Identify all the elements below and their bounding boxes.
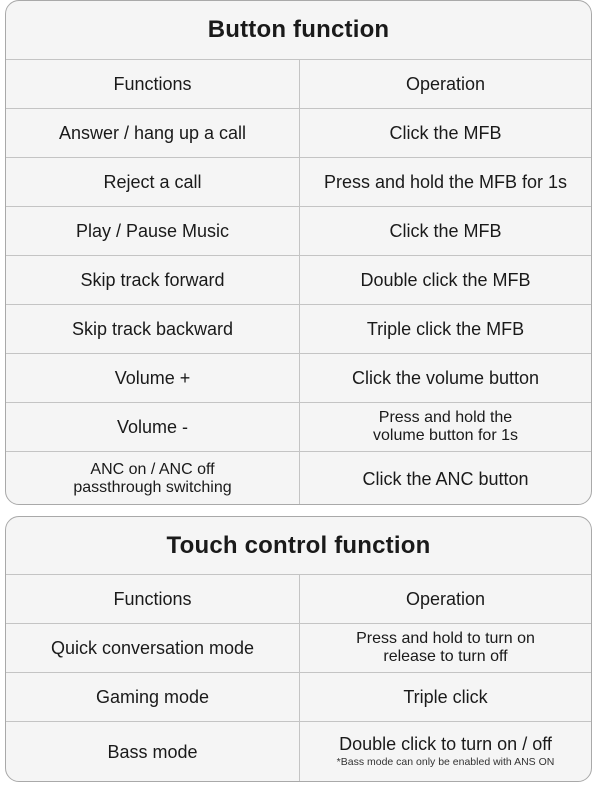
function-cell bbox=[6, 452, 300, 505]
function-line: ANC on / ANC off bbox=[90, 461, 215, 478]
function-cell: Volume - bbox=[6, 403, 300, 451]
operation-cell bbox=[300, 403, 591, 451]
function-cell: Play / Pause Music bbox=[6, 207, 300, 255]
function-cell: Skip track forward bbox=[6, 256, 300, 304]
table-row bbox=[6, 673, 591, 722]
table-row bbox=[6, 452, 591, 505]
operation-cell: Triple click the MFB bbox=[366, 319, 525, 339]
button-function-title: Button function bbox=[6, 1, 591, 60]
functions-header: Functions bbox=[6, 575, 300, 623]
table-row bbox=[6, 207, 591, 256]
functions-header: Functions bbox=[6, 60, 300, 108]
function-cell: Volume + bbox=[6, 354, 300, 402]
function-cell: Reject a call bbox=[6, 158, 300, 206]
operation-cell: Click the MFB bbox=[389, 123, 502, 143]
function-line: passthrough switching bbox=[73, 479, 232, 496]
table-header-row bbox=[6, 575, 591, 624]
operation-header: Operation bbox=[405, 589, 486, 609]
operation-line: Press and hold the bbox=[378, 409, 513, 426]
table-header-row bbox=[6, 60, 591, 109]
table-row bbox=[6, 722, 591, 781]
function-cell: Gaming mode bbox=[6, 673, 300, 721]
function-cell: Answer / hang up a call bbox=[6, 109, 300, 157]
operation-cell bbox=[300, 624, 591, 672]
operation-line: Press and hold to turn on bbox=[356, 630, 535, 647]
table-row bbox=[6, 256, 591, 305]
operation-cell: Press and hold the MFB for 1s bbox=[323, 172, 568, 192]
operation-line: Double click to turn on / off bbox=[339, 734, 552, 754]
table-row bbox=[6, 158, 591, 207]
table-row bbox=[6, 403, 591, 452]
table-row bbox=[6, 624, 591, 673]
operation-header: Operation bbox=[405, 74, 486, 94]
table-row bbox=[6, 354, 591, 403]
function-cell: Quick conversation mode bbox=[6, 624, 300, 672]
function-cell: Bass mode bbox=[6, 722, 300, 781]
operation-cell bbox=[300, 722, 591, 781]
table-row bbox=[6, 305, 591, 354]
operation-cell: Triple click bbox=[403, 687, 488, 707]
operation-line: release to turn off bbox=[383, 648, 508, 665]
operation-cell: Click the ANC button bbox=[362, 469, 529, 489]
function-cell: Skip track backward bbox=[6, 305, 300, 353]
operation-line: volume button for 1s bbox=[373, 427, 518, 444]
touch-control-title: Touch control function bbox=[6, 517, 591, 575]
operation-cell: Click the volume button bbox=[351, 368, 540, 388]
bass-mode-note: *Bass mode can only be enabled with ANS ON bbox=[336, 756, 555, 768]
button-function-panel bbox=[5, 0, 592, 505]
touch-control-panel bbox=[5, 516, 592, 782]
table-row bbox=[6, 109, 591, 158]
operation-cell: Double click the MFB bbox=[360, 270, 531, 290]
operation-cell: Click the MFB bbox=[389, 221, 502, 241]
